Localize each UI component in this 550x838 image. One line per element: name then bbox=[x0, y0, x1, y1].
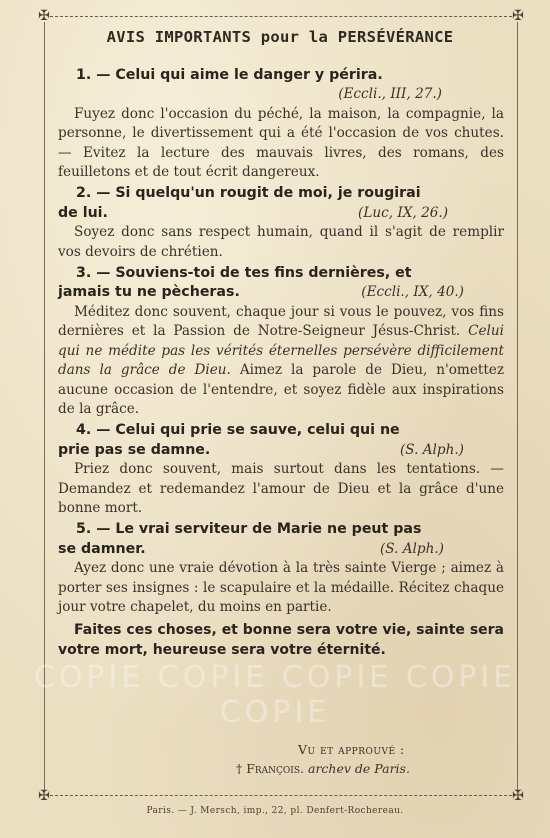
closing-exhortation: Faites ces choses, et bonne sera votre vie, sainte sera votre mort, heureuse sera votre éternité. bbox=[58, 622, 504, 658]
ecclesiastical-approval bbox=[230, 740, 500, 778]
advice-item-1 bbox=[58, 66, 504, 182]
advice-quote: Celui qui ne médite pas les vérités éternelles persévère difficilement dans la grâce de Dieu. bbox=[58, 323, 504, 379]
advice-heading: 4. — Celui qui prie se sauve, celui qui ne bbox=[76, 422, 400, 439]
corner-ornament-icon: ✠ bbox=[38, 788, 50, 804]
advice-list bbox=[58, 66, 504, 674]
scripture-reference: (Eccli., IX, 40.) bbox=[361, 284, 464, 301]
advice-item-4 bbox=[58, 421, 504, 518]
copy-watermark: COPIE COPIE COPIE COPIE COPIE bbox=[33, 660, 517, 730]
advice-body: Fuyez donc l'occasion du péché, la maison, la compagnie, la personne, le divertissement qui a été l'occasion de vos chutes. — Evitez la lecture des mauvais livres, des romans, des feuilletons et de tout écrit dangereux. bbox=[58, 105, 504, 181]
scripture-reference: (Eccli., III, 27.) bbox=[338, 86, 442, 103]
approval-label: Vu et approuvé : bbox=[298, 742, 405, 757]
corner-ornament-icon: ✠ bbox=[38, 8, 50, 24]
advice-heading: 1. — Celui qui aime le danger y périra. bbox=[76, 67, 383, 83]
scripture-reference: (S. Alph.) bbox=[399, 441, 464, 458]
advice-item-2 bbox=[58, 184, 504, 262]
advice-heading: 5. — Le vrai serviteur de Marie ne peut pas bbox=[76, 521, 422, 538]
advice-body: Soyez donc sans respect humain, quand il s'agit de remplir vos devoirs de chrétien. bbox=[58, 224, 504, 260]
approval-signature: † François. archev de Paris. bbox=[236, 761, 410, 776]
advice-heading: 2. — Si quelqu'un rougit de moi, je rougirai bbox=[76, 185, 421, 202]
advice-item-5 bbox=[58, 520, 504, 617]
advice-body: Priez donc souvent, mais surtout dans les tentations. — Demandez et redemandez l'amour de Dieu et la grâce d'une bonne mort. bbox=[58, 461, 504, 516]
scripture-reference: (Luc, IX, 26.) bbox=[358, 204, 448, 221]
advice-item-3 bbox=[58, 264, 504, 419]
corner-ornament-icon: ✠ bbox=[512, 788, 524, 804]
advice-body: Ayez donc une vraie dévotion à la très sainte Vierge ; aimez à porter ses insignes : le scapulaire et la médaille. Récitez chaque jour votre chapelet, du moins en partie. bbox=[58, 560, 504, 615]
advice-body: Méditez donc souvent, chaque jour si vous le pouvez, vos fins dernières et la Passion de Notre-Seigneur Jésus-Christ. Celui qui ne médite pas les vérités éternelles persévère difficilement dans la grâce de Dieu. Aimez la parole de Dieu, n'omettez aucune occasion de l'entendre, et soyez fidèle aux inspirations de la grâce. bbox=[58, 303, 504, 417]
page-title: AVIS IMPORTANTS pour la PERSÉVÉRANCE bbox=[106, 28, 454, 46]
scripture-reference: (S. Alph.) bbox=[379, 540, 444, 557]
advice-heading-continued: prie pas se damne. bbox=[58, 441, 211, 458]
advice-heading-continued: de lui. bbox=[58, 204, 108, 221]
advice-heading: 3. — Souviens-toi de tes fins dernières, et bbox=[76, 265, 412, 282]
printer-imprint: Paris. — J. Mersch, imp., 22, pl. Denfert-Rochereau. bbox=[146, 806, 404, 816]
advice-heading-continued: se damner. bbox=[58, 540, 146, 557]
advice-heading-continued: jamais tu ne pècheras. bbox=[58, 284, 240, 301]
corner-ornament-icon: ✠ bbox=[512, 8, 524, 24]
